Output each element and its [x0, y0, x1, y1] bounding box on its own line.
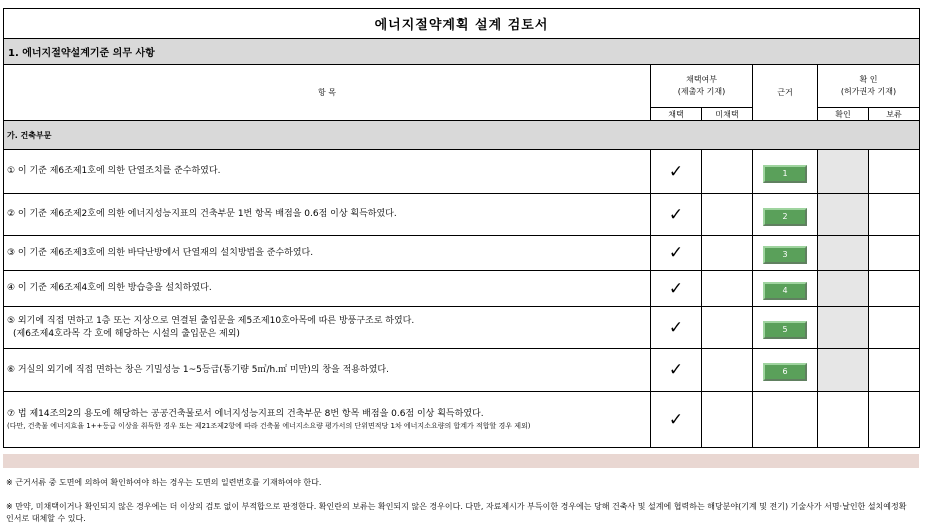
- header-not-adopted: 미채택: [702, 108, 753, 121]
- pending-cell[interactable]: [869, 349, 920, 392]
- table-row: [4, 349, 920, 392]
- item-text-cell: [4, 307, 651, 349]
- item-text-cell: [4, 392, 651, 448]
- review-sheet: [3, 8, 919, 448]
- not-adopted-cell[interactable]: [702, 194, 753, 236]
- basis-cell: [753, 349, 818, 392]
- table-row: [4, 194, 920, 236]
- adopted-check-icon[interactable]: ✓: [651, 236, 702, 271]
- item-text: ④ 이 기준 제6조제4호에 의한 방습층을 설치하였다.: [4, 271, 651, 307]
- header-confirmed: 확인: [818, 108, 869, 121]
- pending-cell[interactable]: [869, 236, 920, 271]
- header-adoption-title: 채택여부: [686, 75, 717, 84]
- basis-cell: [753, 194, 818, 236]
- basis-button[interactable]: 4: [763, 282, 807, 300]
- not-adopted-cell[interactable]: [702, 271, 753, 307]
- basis-button[interactable]: 2: [763, 208, 807, 226]
- not-adopted-cell[interactable]: [702, 349, 753, 392]
- table-row: [4, 236, 920, 271]
- basis-cell: [753, 271, 818, 307]
- adopted-check-icon[interactable]: ✓: [651, 307, 702, 349]
- divider-band: [3, 454, 919, 468]
- basis-cell: [753, 150, 818, 194]
- adopted-check-icon[interactable]: ✓: [651, 349, 702, 392]
- confirmed-cell[interactable]: [818, 307, 869, 349]
- pending-cell[interactable]: [869, 392, 920, 448]
- item-text: ⑦ 법 제14조의2의 용도에 해당하는 공공건축물로서 에너지성능지표의 건축부문 8번 항목 배점을 0.6점 이상 획득하였다.: [7, 409, 484, 419]
- not-adopted-cell[interactable]: [702, 392, 753, 448]
- confirmed-cell[interactable]: [818, 271, 869, 307]
- header-confirm-note: (허가권자 기재): [840, 87, 897, 96]
- table-row: [4, 271, 920, 307]
- item-text: ③ 이 기준 제6조제3호에 의한 바닥난방에서 단열재의 설치방법을 준수하였다.: [4, 236, 651, 271]
- review-table: [3, 8, 920, 448]
- confirmed-cell[interactable]: [818, 150, 869, 194]
- basis-button[interactable]: 1: [763, 165, 807, 183]
- adopted-check-icon[interactable]: ✓: [651, 150, 702, 194]
- document-title: 에너지절약계획 설계 검토서: [4, 9, 920, 39]
- footnote: ※ 만약, 미채택이거나 확인되지 않은 경우에는 더 이상의 검토 없이 부적합으로 판정한다. 확인란의 보류는 확인되지 않은 경우이다. 다만, 자료제시가 부득이한 경우에는 당해 건축사 및 설계에 협력하는 해당분야(기계 및 전기) 기술사가 서명·날인한 설치예정확인서로 대체할 수 있다.: [6, 502, 907, 523]
- category-building: 가. 건축부문: [4, 121, 920, 150]
- header-item: 항 목: [4, 65, 651, 121]
- pending-cell[interactable]: [869, 150, 920, 194]
- section-title: 1. 에너지절약설계기준 의무 사항: [4, 39, 920, 65]
- pending-cell[interactable]: [869, 271, 920, 307]
- item-text: ⑤ 외기에 직접 면하고 1층 또는 지상으로 연결된 출입문을 제5조제10호아목에 따른 방풍구조로 하였다.: [7, 315, 415, 326]
- header-confirm-title: 확 인: [859, 75, 878, 84]
- table-row: [4, 392, 920, 448]
- basis-cell: [753, 236, 818, 271]
- header-pending: 보류: [869, 108, 920, 121]
- confirmed-cell[interactable]: [818, 236, 869, 271]
- item-note: (제6조제4호라목 각 호에 해당하는 시설의 출입문은 제외): [13, 328, 240, 339]
- confirmed-cell[interactable]: [818, 392, 869, 448]
- header-adopted: 채택: [651, 108, 702, 121]
- header-confirm: [818, 65, 920, 108]
- not-adopted-cell[interactable]: [702, 150, 753, 194]
- adopted-check-icon[interactable]: ✓: [651, 392, 702, 448]
- not-adopted-cell[interactable]: [702, 307, 753, 349]
- item-text: ① 이 기준 제6조제1호에 의한 단열조치를 준수하였다.: [4, 150, 651, 194]
- header-adoption: [651, 65, 753, 108]
- footnote: ※ 근거서류 중 도면에 의하여 확인하여야 하는 경우는 도면의 일련번호를 기재하여야 한다.: [6, 478, 322, 487]
- adopted-check-icon[interactable]: ✓: [651, 194, 702, 236]
- adopted-check-icon[interactable]: ✓: [651, 271, 702, 307]
- table-row: [4, 307, 920, 349]
- not-adopted-cell[interactable]: [702, 236, 753, 271]
- header-basis: 근거: [753, 65, 818, 121]
- basis-cell: [753, 307, 818, 349]
- confirmed-cell[interactable]: [818, 349, 869, 392]
- confirmed-cell[interactable]: [818, 194, 869, 236]
- pending-cell[interactable]: [869, 194, 920, 236]
- header-adoption-note: (제출자 기재): [677, 87, 726, 96]
- table-row: [4, 150, 920, 194]
- item-text: ② 이 기준 제6조제2호에 의한 에너지성능지표의 건축부문 1번 항목 배점을 0.6점 이상 획득하였다.: [4, 194, 651, 236]
- basis-cell[interactable]: [753, 392, 818, 448]
- basis-button[interactable]: 3: [763, 246, 807, 264]
- basis-button[interactable]: 6: [763, 363, 807, 381]
- item-text: ⑥ 거실의 외기에 직접 면하는 창은 기밀성능 1~5등급(통기량 5㎥/h.㎡ 미만)의 창을 적용하였다.: [4, 349, 651, 392]
- pending-cell[interactable]: [869, 307, 920, 349]
- item-note: (다만, 건축물 에너지효율 1++등급 이상을 취득한 경우 또는 제21조제2항에 따라 건축물 에너지소요량 평가서의 단위면적당 1차 에너지소요량의 합계가 적합할 경우 제외): [7, 422, 531, 430]
- basis-button[interactable]: 5: [763, 321, 807, 339]
